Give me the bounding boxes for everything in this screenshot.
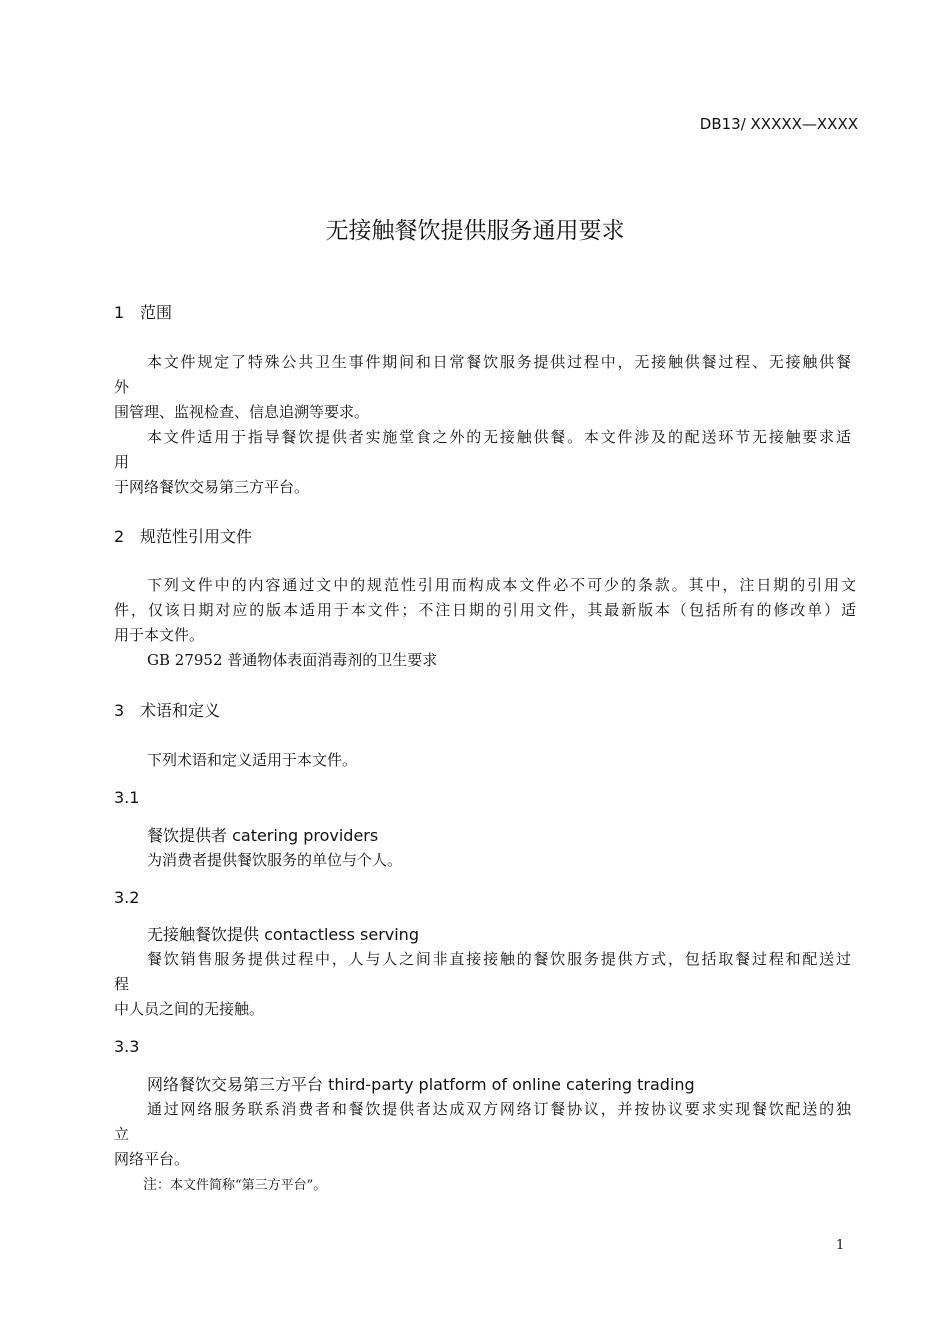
term-heading: 餐饮提供者 catering providers bbox=[147, 826, 379, 845]
section-title: 术语和定义 bbox=[140, 701, 221, 720]
paragraph-line: 用 bbox=[114, 453, 130, 471]
document-title: 无接触餐饮提供服务通用要求 bbox=[325, 218, 625, 244]
paragraph-line: 下列术语和定义适用于本文件。 bbox=[147, 751, 358, 769]
paragraph-line: 下列文件中的内容通过文中的规范性引用而构成本文件必不可少的条款。其中，注日期的引用文 bbox=[147, 576, 856, 594]
page-number: 1 bbox=[836, 1238, 845, 1253]
term-definition: 为消费者提供餐饮服务的单位与个人。 bbox=[147, 851, 403, 869]
document-code: DB13/ XXXXX—XXXX bbox=[699, 115, 858, 133]
section-number: 2 bbox=[114, 527, 125, 546]
paragraph-line: 外 bbox=[114, 378, 130, 396]
paragraph-line: 用于本文件。 bbox=[114, 626, 205, 644]
term-heading: 无接触餐饮提供 contactless serving bbox=[147, 925, 419, 944]
section-3-heading bbox=[114, 701, 220, 721]
term-definition: 中人员之间的无接触。 bbox=[114, 1000, 265, 1018]
term-definition: 立 bbox=[114, 1125, 130, 1143]
term-number: 3.3 bbox=[114, 1037, 140, 1056]
section-number: 3 bbox=[114, 701, 125, 720]
term-number: 3.1 bbox=[114, 788, 140, 807]
term-heading: 网络餐饮交易第三方平台 third-party platform of online catering trading bbox=[147, 1075, 695, 1094]
normative-reference: GB 27952 普通物体表面消毒剂的卫生要求 bbox=[147, 651, 438, 669]
term-definition: 网络平台。 bbox=[114, 1150, 190, 1168]
note bbox=[143, 1175, 326, 1196]
paragraph-line: 本文件适用于指导餐饮提供者实施堂食之外的无接触供餐。本文件涉及的配送环节无接触要求适 bbox=[147, 428, 851, 446]
section-title: 范围 bbox=[140, 303, 173, 322]
term-number: 3.2 bbox=[114, 888, 140, 907]
section-number: 1 bbox=[114, 303, 125, 322]
section-2-heading bbox=[114, 527, 252, 547]
paragraph-line: 本文件规定了特殊公共卫生事件期间和日常餐饮服务提供过程中，无接触供餐过程、无接触供餐 bbox=[147, 353, 851, 371]
section-1-heading bbox=[114, 303, 172, 323]
section-title: 规范性引用文件 bbox=[140, 527, 253, 546]
term-definition: 餐饮销售服务提供过程中，人与人之间非直接接触的餐饮服务提供方式，包括取餐过程和配送过 bbox=[147, 950, 851, 968]
term-definition: 通过网络服务联系消费者和餐饮提供者达成双方网络订餐协议，并按协议要求实现餐饮配送的独 bbox=[147, 1100, 851, 1118]
note-text: ：本文件简称“第三方平台”。 bbox=[157, 1178, 327, 1193]
paragraph-line: 于网络餐饮交易第三方平台。 bbox=[114, 478, 310, 496]
paragraph-line: 件，仅该日期对应的版本适用于本文件；不注日期的引用文件，其最新版本（包括所有的修改单）适 bbox=[114, 601, 856, 619]
term-definition: 程 bbox=[114, 975, 130, 993]
paragraph-line: 围管理、监视检查、信息追溯等要求。 bbox=[114, 403, 370, 421]
note-label: 注 bbox=[143, 1177, 157, 1193]
